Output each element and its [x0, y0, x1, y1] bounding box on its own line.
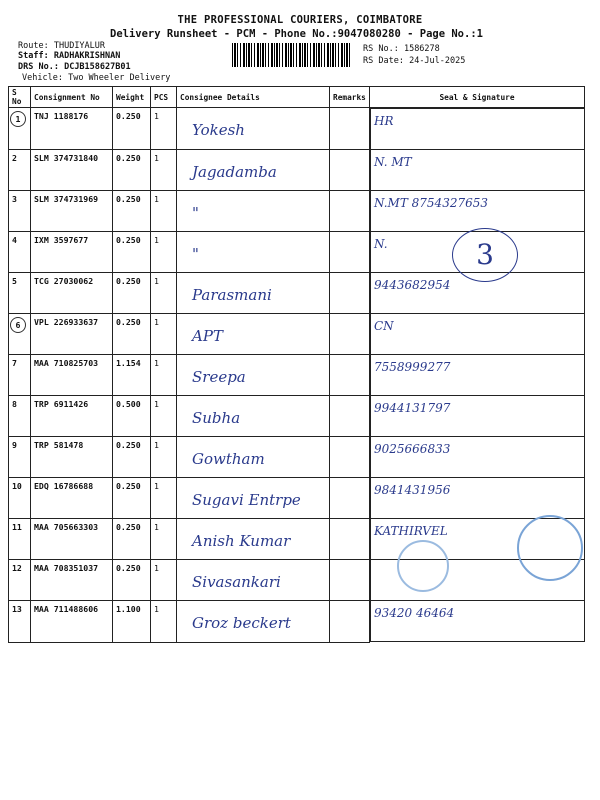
route-line: Route: THUDIYALUR — [18, 41, 106, 51]
row-weight — [113, 477, 151, 518]
row-consignee — [177, 395, 330, 436]
row-weight — [113, 272, 151, 313]
row-sno-text: 13 — [12, 603, 22, 614]
runsheet-table — [8, 86, 585, 643]
row-signature — [370, 313, 585, 354]
row-pcs-text: 1 — [154, 316, 159, 327]
row-pcs — [151, 436, 177, 477]
signature-handwriting: 93420 46464 — [374, 606, 455, 620]
signature-handwriting: KATHIRVEL — [374, 524, 448, 538]
row-pcs-text: 1 — [154, 152, 159, 163]
row-sno — [9, 313, 31, 354]
row-pcs-text: 1 — [154, 603, 159, 614]
row-pcs — [151, 559, 177, 600]
row-consignment-text: MAA 705663303 — [34, 521, 99, 532]
row-weight — [113, 518, 151, 559]
row-pcs — [151, 354, 177, 395]
row-sno-text: 9 — [12, 439, 17, 450]
table-row — [9, 313, 585, 354]
row-weight-text: 0.250 — [116, 234, 141, 245]
row-weight — [113, 231, 151, 272]
row-consignment-text: IXM 3597677 — [34, 234, 89, 245]
row-signature — [370, 477, 585, 518]
row-remarks — [330, 190, 370, 231]
row-consignee — [177, 559, 330, 600]
col-remarks: Remarks — [330, 87, 370, 108]
table-row — [9, 108, 585, 150]
row-pcs — [151, 600, 177, 642]
row-signature — [370, 436, 585, 477]
row-weight — [113, 149, 151, 190]
row-remarks — [330, 559, 370, 600]
row-weight-text: 0.250 — [116, 193, 141, 204]
row-sno — [9, 600, 31, 642]
row-consignment — [31, 149, 113, 190]
row-pcs — [151, 190, 177, 231]
row-consignee — [177, 272, 330, 313]
row-signature — [370, 190, 585, 231]
row-weight — [113, 600, 151, 642]
consignee-handwriting: Sreepa — [192, 367, 246, 386]
row-consignment-text: TRP 6911426 — [34, 398, 89, 409]
row-pcs — [151, 395, 177, 436]
row-pcs — [151, 149, 177, 190]
row-pcs — [151, 272, 177, 313]
row-weight — [113, 108, 151, 150]
row-sno — [9, 395, 31, 436]
table-row — [9, 436, 585, 477]
signature-handwriting: HR — [374, 114, 394, 128]
row-weight-text: 0.250 — [116, 316, 141, 327]
row-consignment-text: SLM 374731969 — [34, 193, 99, 204]
drs-line: DRS No.: DCJB158627B01 — [18, 62, 131, 72]
row-consignee — [177, 190, 330, 231]
row-consignment — [31, 231, 113, 272]
drs-value: DCJB158627B01 — [64, 62, 131, 72]
staff-line: Staff: RADHAKRISHNAN — [18, 51, 121, 61]
row-weight-text: 0.500 — [116, 398, 141, 409]
row-sno-text: 4 — [12, 234, 17, 245]
row-remarks — [330, 518, 370, 559]
consignee-handwriting: Anish Kumar — [192, 531, 291, 550]
row-signature — [370, 149, 585, 190]
table-row — [9, 600, 585, 642]
row-weight — [113, 354, 151, 395]
signature-handwriting: N. — [374, 237, 388, 251]
row-remarks — [330, 436, 370, 477]
row-consignee — [177, 518, 330, 559]
row-consignment — [31, 436, 113, 477]
row-pcs — [151, 518, 177, 559]
row-remarks — [330, 395, 370, 436]
signature-handwriting: CN — [374, 319, 394, 333]
row-weight-text: 0.250 — [116, 111, 141, 121]
row-pcs-text: 1 — [154, 439, 159, 450]
row-consignment-text: EDQ 16786688 — [34, 480, 94, 491]
row-weight-text: 0.250 — [116, 521, 141, 532]
consignee-handwriting: APT — [192, 326, 223, 345]
row-weight-text: 0.250 — [116, 562, 141, 573]
circled-number: 3 — [452, 228, 518, 282]
col-pcs: PCS — [151, 87, 177, 108]
row-consignment-text: TNJ 1188176 — [34, 111, 89, 121]
row-pcs-text: 1 — [154, 234, 159, 245]
table-row — [9, 190, 585, 231]
row-pcs-text: 1 — [154, 480, 159, 491]
signature-handwriting: N.MT 8754327653 — [374, 196, 488, 210]
row-remarks — [330, 272, 370, 313]
row-consignment — [31, 395, 113, 436]
row-consignee — [177, 149, 330, 190]
rs-date-value: 24-Jul-2025 — [409, 56, 466, 66]
col-consignment: Consignment No — [31, 87, 113, 108]
row-signature — [370, 354, 585, 395]
circled-sno: 6 — [10, 317, 26, 333]
row-weight-text: 0.250 — [116, 152, 141, 163]
row-remarks — [330, 108, 370, 150]
consignee-handwriting: Sugavi Entrpe — [192, 490, 301, 509]
row-consignment-text: TCG 27030062 — [34, 275, 94, 286]
staff-value: RADHAKRISHNAN — [53, 51, 121, 61]
row-sno-text: 7 — [12, 357, 17, 368]
col-sno: S No — [9, 87, 31, 108]
row-remarks — [330, 149, 370, 190]
row-consignee — [177, 436, 330, 477]
row-consignment — [31, 354, 113, 395]
row-pcs — [151, 231, 177, 272]
row-sno-text: 5 — [12, 275, 17, 286]
row-pcs — [151, 477, 177, 518]
col-signature: Seal & Signature — [370, 87, 585, 108]
row-consignee — [177, 231, 330, 272]
runsheet-title: Delivery Runsheet - PCM - Phone No.:9047080280 - Page No.:1 — [110, 28, 483, 40]
row-sno — [9, 190, 31, 231]
row-consignment — [31, 190, 113, 231]
row-weight — [113, 313, 151, 354]
row-consignee — [177, 477, 330, 518]
row-weight-text: 0.250 — [116, 480, 141, 491]
row-weight — [113, 436, 151, 477]
row-sno-text: 10 — [12, 480, 22, 491]
row-sno — [9, 559, 31, 600]
row-consignment-text: VPL 226933637 — [34, 316, 99, 327]
row-consignment — [31, 313, 113, 354]
consignee-handwriting: Jagadamba — [192, 162, 277, 181]
col-consignee: Consignee Details — [177, 87, 330, 108]
table-header-row — [9, 87, 585, 108]
row-sno-text: 12 — [12, 562, 22, 573]
row-weight-text: 0.250 — [116, 275, 141, 286]
row-sno — [9, 436, 31, 477]
row-pcs-text: 1 — [154, 111, 159, 121]
row-consignment-text: MAA 708351037 — [34, 562, 99, 573]
row-consignee — [177, 600, 330, 642]
row-pcs-text: 1 — [154, 193, 159, 204]
row-remarks — [330, 231, 370, 272]
row-remarks — [330, 313, 370, 354]
seal-stamp-small — [397, 540, 449, 592]
table-row — [9, 559, 585, 600]
row-pcs — [151, 313, 177, 354]
signature-handwriting: 9944131797 — [374, 401, 451, 415]
row-pcs-text: 1 — [154, 521, 159, 532]
row-remarks — [330, 477, 370, 518]
row-sno — [9, 518, 31, 559]
signature-handwriting: 9025666833 — [374, 442, 451, 456]
row-consignment — [31, 477, 113, 518]
row-sno — [9, 354, 31, 395]
table-row — [9, 477, 585, 518]
row-sno — [9, 108, 31, 150]
row-consignment — [31, 518, 113, 559]
row-pcs-text: 1 — [154, 357, 159, 368]
route-value: THUDIYALUR — [53, 41, 106, 51]
consignee-handwriting: Sivasankari — [192, 572, 281, 591]
signature-handwriting: 9841431956 — [374, 483, 451, 497]
row-consignment-text: MAA 711488606 — [34, 603, 99, 614]
row-consignment — [31, 559, 113, 600]
row-sno — [9, 231, 31, 272]
consignee-handwriting: Yokesh — [192, 121, 245, 139]
row-sno — [9, 477, 31, 518]
row-remarks — [330, 600, 370, 642]
consignee-handwriting: Subha — [192, 408, 241, 427]
table-row — [9, 518, 585, 559]
consignee-handwriting: Gowtham — [192, 449, 265, 468]
circled-sno: 1 — [10, 111, 26, 127]
rs-no-line: RS No.: 1586278 — [363, 44, 440, 54]
signature-handwriting: 9443682954 — [374, 278, 451, 292]
row-sno — [9, 149, 31, 190]
vehicle-value: Two Wheeler Delivery — [68, 73, 171, 83]
row-signature — [370, 108, 585, 149]
signature-handwriting: 7558999277 — [374, 360, 451, 374]
table-row — [9, 354, 585, 395]
row-pcs-text: 1 — [154, 562, 159, 573]
table-row — [9, 149, 585, 190]
row-pcs-text: 1 — [154, 398, 159, 409]
row-remarks — [330, 354, 370, 395]
row-sno-text: 3 — [12, 193, 17, 204]
consignee-handwriting: " — [192, 244, 199, 263]
row-sno-text: 2 — [12, 152, 17, 163]
row-pcs-text: 1 — [154, 275, 159, 286]
row-weight-text: 1.154 — [116, 357, 141, 368]
consignee-handwriting: " — [192, 203, 199, 222]
row-weight — [113, 190, 151, 231]
row-consignment-text: MAA 710825703 — [34, 357, 99, 368]
row-consignment — [31, 272, 113, 313]
company-title: THE PROFESSIONAL COURIERS, COIMBATORE — [177, 14, 423, 26]
row-weight — [113, 559, 151, 600]
row-consignment-text: TRP 581478 — [34, 439, 84, 450]
row-weight-text: 0.250 — [116, 439, 141, 450]
row-signature — [370, 600, 585, 642]
rs-no-value: 1586278 — [403, 44, 440, 54]
row-weight — [113, 395, 151, 436]
row-signature — [370, 395, 585, 436]
row-consignment — [31, 108, 113, 150]
row-sno-text: 8 — [12, 398, 17, 409]
row-sno — [9, 272, 31, 313]
row-consignment — [31, 600, 113, 642]
col-weight: Weight — [113, 87, 151, 108]
vehicle-line: Vehicle: Two Wheeler Delivery — [22, 73, 171, 83]
consignee-handwriting: Groz beckert — [192, 613, 291, 632]
consignee-handwriting: Parasmani — [192, 285, 272, 304]
row-consignment-text: SLM 374731840 — [34, 152, 99, 163]
signature-handwriting: N. MT — [374, 155, 412, 169]
row-pcs — [151, 108, 177, 150]
row-weight-text: 1.100 — [116, 603, 141, 614]
seal-stamp — [517, 515, 583, 581]
barcode-image — [232, 43, 352, 67]
row-consignee — [177, 313, 330, 354]
table-row — [9, 395, 585, 436]
row-consignee — [177, 354, 330, 395]
row-sno-text: 11 — [12, 521, 22, 532]
rs-date-line: RS Date: 24-Jul-2025 — [363, 56, 466, 66]
row-consignee — [177, 108, 330, 150]
